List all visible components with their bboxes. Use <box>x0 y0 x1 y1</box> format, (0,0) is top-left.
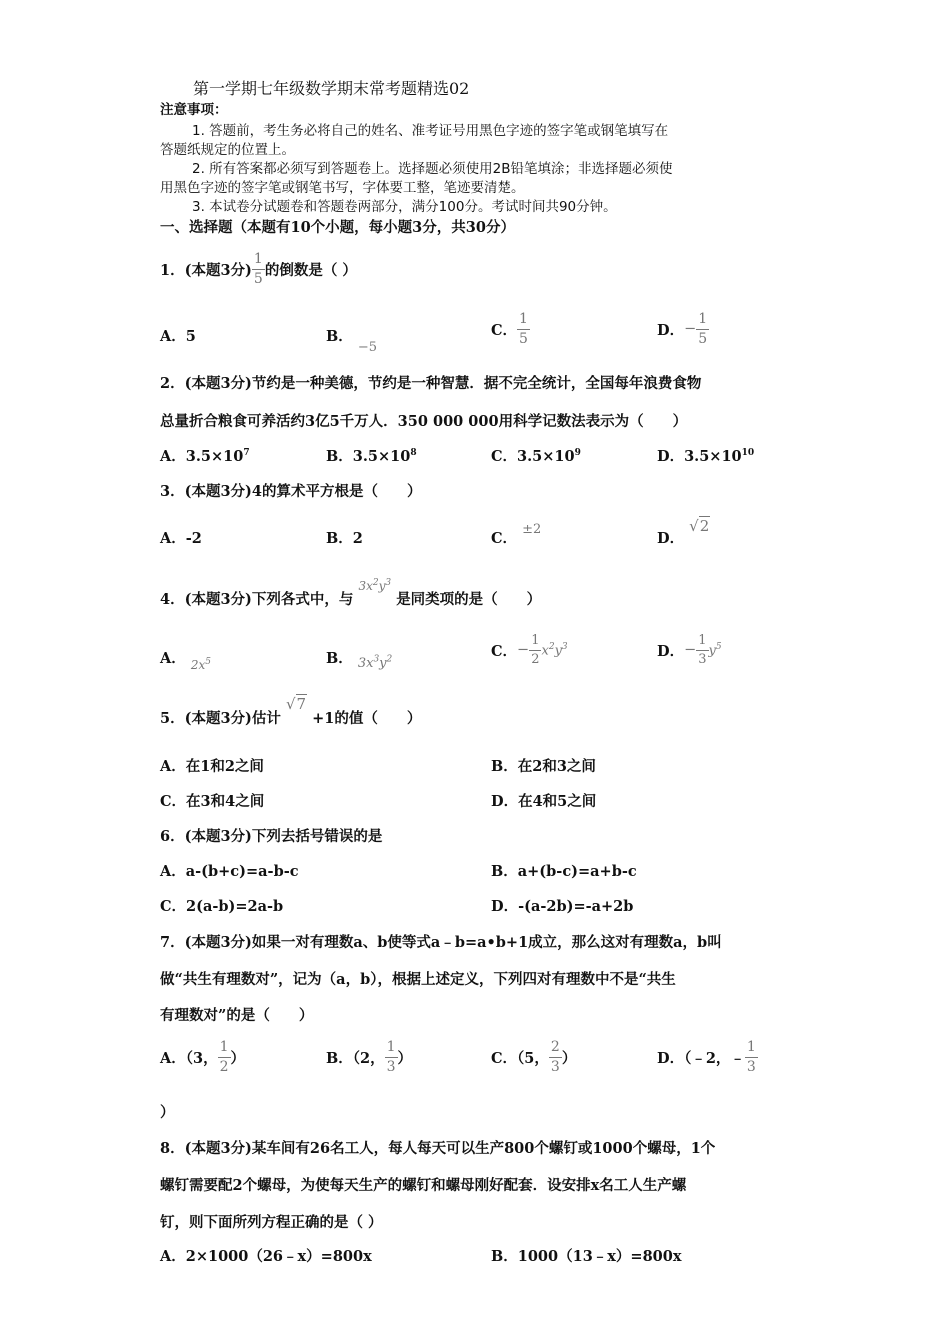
q4-expr-e2: 3 <box>385 578 392 588</box>
q4-expr-e1: 2 <box>372 578 379 588</box>
q4-d-base: y <box>708 643 716 659</box>
q4-c-den: 2 <box>531 651 540 667</box>
q5-option-c: C．在3和4之间 <box>160 793 265 810</box>
q5-prefix: 5．(本题3分)估计 <box>160 710 281 727</box>
q1-option-c-label: C． <box>491 321 518 339</box>
q7-d-num: 1 <box>746 1039 756 1055</box>
q4-d-fraction <box>696 634 708 666</box>
q7-a-num: 1 <box>219 1039 229 1055</box>
q4-expr-base: 3x <box>358 579 373 593</box>
q7-b-end: ） <box>397 1049 413 1067</box>
q2-d-text: D．3.5×10 <box>657 448 742 465</box>
q2-option-d <box>657 445 754 466</box>
q5-option-b: B．在2和3之间 <box>491 758 596 775</box>
q2-c-exp: 9 <box>574 448 581 459</box>
section-heading: 一、选择题（本题有10个小题，每小题3分，共30分） <box>160 219 515 236</box>
q3-d-label: D． <box>657 530 685 547</box>
q7-c-fraction <box>549 1040 562 1074</box>
q2-b-text: B．3.5×10 <box>326 448 411 465</box>
q6-option-d: D．-(a-2b)=-a+2b <box>491 898 634 915</box>
notice-item-2-line-2: 用黑色字迹的签字笔或钢笔书写，字体要工整，笔迹要清楚。 <box>160 180 525 196</box>
q6-option-c: C．2(a-b)=2a-b <box>160 898 284 915</box>
q4-d-sign: − <box>684 642 697 659</box>
q7-option-d <box>657 1040 758 1074</box>
q8-line-3: 钉，则下面所列方程正确的是（ ） <box>160 1214 383 1231</box>
q4-c-sign: − <box>517 642 530 659</box>
q7-line-2: 做“共生有理数对”，记为（a，b），根据上述定义，下列四对有理数中不是“共生 <box>160 971 676 988</box>
q7-c-den: 3 <box>550 1058 560 1075</box>
q4-b-base: 3x <box>357 656 374 671</box>
q4-a-exp: 5 <box>205 657 211 667</box>
q4-b-label: B． <box>326 650 353 667</box>
q4-option-c <box>491 634 568 666</box>
q4-c-base: x <box>541 643 549 659</box>
q2-b-exp: 8 <box>410 448 417 459</box>
q1-option-d-sign: − <box>684 321 697 338</box>
notice-item-3: 3. 本试卷分试题卷和答题卷两部分，满分100分。考试时间共90分钟。 <box>192 199 617 215</box>
q3-d-radicand: 2 <box>699 517 710 535</box>
q4-c-num: 1 <box>531 633 540 648</box>
q2-option-c <box>491 445 581 466</box>
q4-d-den: 3 <box>698 651 707 667</box>
q7-d-label: D．（﹣2，﹣ <box>657 1049 745 1067</box>
q1-option-d <box>657 312 709 346</box>
q4-stem <box>160 578 542 609</box>
q1-option-d-label: D． <box>657 321 685 339</box>
q4-d-label: D． <box>657 642 685 660</box>
q1-c-num: 1 <box>519 311 528 327</box>
q8-line-1: 8．(本题3分)某车间有26名工人，每人每天可以生产800个螺钉或1000个螺母，1个 <box>160 1140 716 1157</box>
q7-c-num: 2 <box>550 1039 560 1055</box>
q4-b-e2: 2 <box>386 654 393 665</box>
q4-c-term <box>541 642 567 658</box>
q1-option-b <box>326 325 377 355</box>
q1-prefix: 1．(本题3分) <box>160 261 252 279</box>
q4-b-mid: y <box>379 656 387 671</box>
q5-option-d: D．在4和5之间 <box>491 793 597 810</box>
q4-prefix: 4．(本题3分)下列各式中，与 <box>160 591 354 608</box>
q4-c-e2: 3 <box>561 641 568 652</box>
q2-d-exp: 10 <box>741 448 755 459</box>
q4-a-math <box>191 658 211 672</box>
q5-sqrt: √7 <box>285 695 307 713</box>
q1-d-num: 1 <box>698 311 708 327</box>
q8-option-b: B．1000（13﹣x）=800x <box>491 1248 682 1265</box>
q2-line-2: 总量折合粮食可养活约3亿5千万人．350 000 000用科学记数法表示为（ ） <box>160 413 688 430</box>
q2-c-text: C．3.5×10 <box>491 448 575 465</box>
q2-option-a <box>160 445 250 466</box>
q5-radicand: 7 <box>296 695 307 713</box>
q3-option-d <box>657 517 710 548</box>
q5-stem <box>160 695 422 728</box>
q7-a-end: ） <box>230 1049 246 1067</box>
q4-c-label: C． <box>491 642 518 660</box>
q1-frac-den: 5 <box>253 270 263 287</box>
q4-c-fraction <box>529 634 541 666</box>
q7-option-c <box>491 1040 576 1074</box>
q7-b-label: B．（2， <box>326 1049 385 1067</box>
q4-suffix: 是同类项的是（ ） <box>396 591 542 608</box>
q1-option-c <box>491 312 530 346</box>
q7-b-fraction <box>385 1040 398 1074</box>
q2-line-1: 2．(本题3分)节约是一种美德，节约是一种智慧．据不完全统计，全国每年浪费食物 <box>160 375 702 392</box>
q4-option-a <box>160 647 211 672</box>
q7-b-den: 3 <box>386 1058 396 1075</box>
q7-option-d-end: ） <box>160 1104 175 1121</box>
q7-option-a <box>160 1040 245 1074</box>
q4-d-term <box>709 642 722 658</box>
notice-item-1-line-2: 答题纸规定的位置上。 <box>160 142 295 158</box>
q7-option-b <box>326 1040 412 1074</box>
q7-c-end: ） <box>561 1049 577 1067</box>
q3-d-sqrt: √2 <box>689 517 710 535</box>
q4-b-e1: 3 <box>373 654 380 665</box>
q7-d-fraction <box>745 1040 758 1074</box>
notice-item-2-line-1: 2. 所有答案都必须写到答题卷上。选择题必须使用2B铅笔填涂；非选择题必须使 <box>192 161 673 177</box>
q2-a-exp: 7 <box>243 448 250 459</box>
q1-suffix: 的倒数是（ ） <box>264 261 357 279</box>
q1-option-c-fraction <box>517 312 530 346</box>
q1-option-b-math: −5 <box>357 340 377 355</box>
q1-option-b-label: B． <box>326 328 353 345</box>
q7-b-num: 1 <box>386 1039 396 1055</box>
q1-c-den: 5 <box>519 330 528 347</box>
q7-line-1: 7．(本题3分)如果一对有理数a、b使等式a﹣b=a•b+1成立，那么这对有理数a，b叫 <box>160 934 722 951</box>
q7-line-3: 有理数对”的是（ ） <box>160 1007 314 1024</box>
q4-option-d <box>657 634 722 666</box>
q4-d-num: 1 <box>698 633 707 648</box>
question-1-stem <box>160 252 357 286</box>
q1-fraction <box>252 252 265 286</box>
q4-c-mid: y <box>554 643 562 659</box>
q7-a-den: 2 <box>219 1058 229 1075</box>
q4-b-math <box>358 656 392 671</box>
q4-a-label: A． <box>160 650 186 667</box>
q1-option-d-fraction <box>696 312 709 346</box>
q3-stem: 3．(本题3分)4的算术平方根是（ ） <box>160 483 422 500</box>
q6-option-b: B．a+(b-c)=a+b-c <box>491 863 637 880</box>
q2-a-text: A．3.5×10 <box>160 448 244 465</box>
notice-heading: 注意事项： <box>160 102 228 118</box>
q8-option-a: A．2×1000（26﹣x）=800x <box>160 1248 372 1265</box>
q4-option-b <box>326 647 393 671</box>
q1-option-a: A．5 <box>160 328 196 345</box>
q7-a-label: A．（3， <box>160 1049 218 1067</box>
page-title: 第一学期七年级数学期末常考题精选02 <box>193 79 470 98</box>
q3-option-b: B．2 <box>326 530 363 547</box>
notice-item-1-line-1: 1. 答题前，考生务必将自己的姓名、准考证号用黑色字迹的签字笔或钢笔填写在 <box>192 123 669 139</box>
q7-a-fraction <box>218 1040 231 1074</box>
q1-d-den: 5 <box>698 330 708 347</box>
q3-c-label: C． <box>491 530 518 547</box>
q7-d-den: 3 <box>746 1058 756 1075</box>
q6-stem: 6．(本题3分)下列去括号错误的是 <box>160 828 383 845</box>
q3-c-math: ±2 <box>522 522 542 537</box>
q4-a-base: 2x <box>190 658 206 672</box>
q2-option-b <box>326 445 417 466</box>
q3-option-a: A．-2 <box>160 530 202 547</box>
q5-option-a: A．在1和2之间 <box>160 758 264 775</box>
q8-line-2: 螺钉需要配2个螺母，为使每天生产的螺钉和螺母刚好配套．设安排x名工人生产螺 <box>160 1177 687 1194</box>
q3-option-c <box>491 522 542 548</box>
q6-option-a: A．a-(b+c)=a-b-c <box>160 863 299 880</box>
q7-c-label: C．（5， <box>491 1049 549 1067</box>
q5-suffix: +1的值（ ） <box>312 710 422 727</box>
q4-c-e1: 2 <box>548 641 555 652</box>
q4-d-exp: 5 <box>715 641 722 652</box>
q4-expression <box>358 579 391 593</box>
q4-expr-mid: y <box>378 579 386 593</box>
q1-frac-num: 1 <box>253 251 263 267</box>
